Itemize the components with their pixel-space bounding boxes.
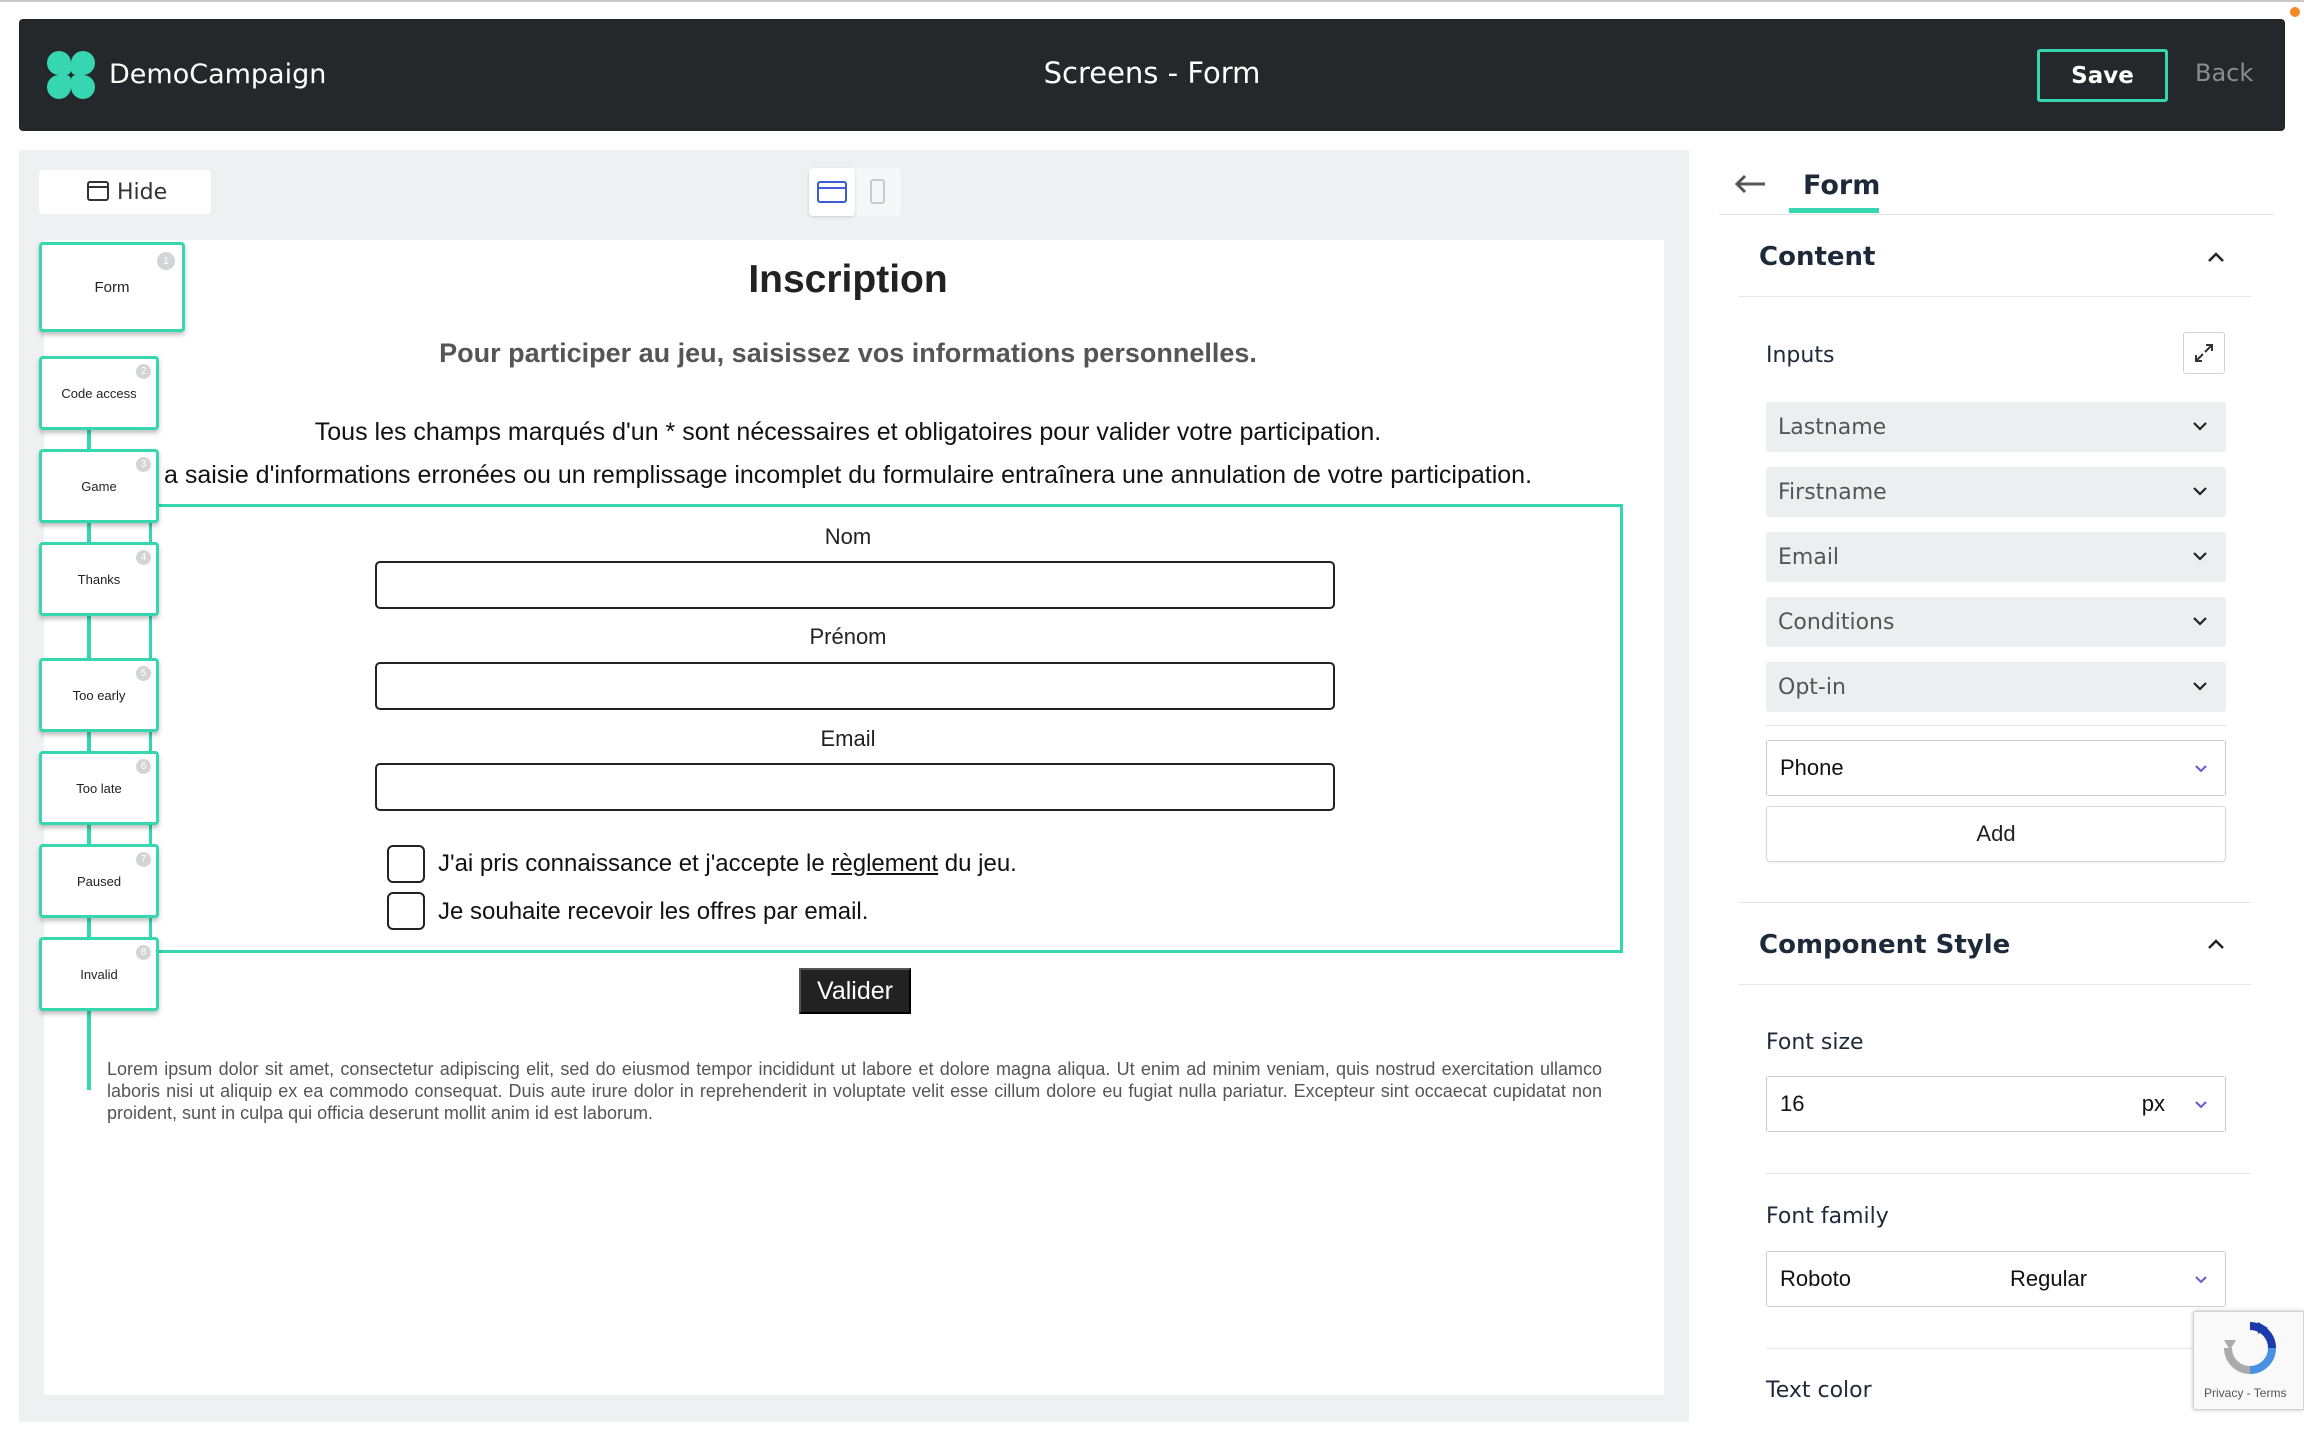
save-button[interactable]: Save xyxy=(2037,49,2168,102)
component-style-section-title[interactable]: Component Style xyxy=(1759,930,2011,960)
legal-text: Lorem ipsum dolor sit amet, consectetur adipiscing elit, sed do eiusmod tempor incididunt ut labore et dolore magna aliqua. Ut enim ad minim veniam, quis nostrud exercitation ullamco laboris nisi ut aliquip ex ea commodo consequat. Duis aute irure dolor in reprehenderit in voluptate velit esse cillum dolore eu fugiat nulla pariatur. Excepteur sint occaecat cupidatat non proident, sunt in culpa qui officia deserunt mollit anim id est laborum. xyxy=(107,1059,1602,1123)
section-divider xyxy=(1766,1348,2251,1349)
select-value: Phone xyxy=(1780,755,1844,780)
screen-number-badge: 7 xyxy=(136,852,151,867)
editor-area xyxy=(19,150,1689,1422)
terms-checkbox-label xyxy=(438,850,1017,878)
terms-text-before: J'ai pris connaissance et j'accepte le xyxy=(438,850,832,877)
form-notice-line-1: Tous les champs marqués d'un * sont nécessaires et obligatoires pour valider votre participation. xyxy=(314,418,1382,446)
section-divider xyxy=(1739,984,2251,985)
field-label-email: Email xyxy=(820,726,876,751)
active-tab-indicator xyxy=(1789,208,1879,213)
notification-dot xyxy=(2290,7,2300,17)
font-size-unit: px xyxy=(2141,1091,2165,1116)
optin-checkbox[interactable] xyxy=(387,892,425,930)
mobile-icon xyxy=(855,168,901,216)
font-family-value: Roboto xyxy=(1780,1266,1851,1291)
font-size-value: 16 xyxy=(1780,1091,1805,1116)
expand-inputs-button[interactable] xyxy=(2183,332,2225,374)
screen-label: Form xyxy=(94,278,130,296)
screen-card-too-early[interactable] xyxy=(39,658,159,732)
page-title: Screens - Form xyxy=(1043,56,1261,90)
desktop-view-button[interactable] xyxy=(809,168,855,216)
optin-checkbox-label: Je souhaite recevoir les offres par email. xyxy=(438,898,869,925)
screen-number-badge: 5 xyxy=(136,666,151,681)
screen-label: Too early xyxy=(72,687,126,703)
form-heading: Inscription xyxy=(748,258,948,301)
input-item-email[interactable] xyxy=(1766,532,2226,582)
rules-link[interactable]: règlement xyxy=(831,850,939,877)
new-input-type-select[interactable] xyxy=(1766,740,2226,796)
inputs-label: Inputs xyxy=(1766,343,1835,368)
section-divider xyxy=(1739,902,2251,903)
submit-button[interactable]: Valider xyxy=(799,968,911,1014)
chevron-down-icon xyxy=(2193,763,2209,775)
screen-card-too-late[interactable] xyxy=(39,751,159,825)
terms-text-after: du jeu. xyxy=(938,850,1017,877)
chevron-up-icon[interactable] xyxy=(2205,246,2227,268)
font-size-label: Font size xyxy=(1766,1030,1864,1055)
input-item-label: Email xyxy=(1778,544,1840,570)
hide-label: Hide xyxy=(117,179,168,205)
font-family-label: Font family xyxy=(1766,1204,1889,1229)
screen-card-code-access[interactable] xyxy=(39,356,159,430)
screen-number-badge: 3 xyxy=(136,457,151,472)
form-notice-line-2: a saisie d'informations erronées ou un remplissage incomplet du formulaire entraînera une annulation de votre participation. xyxy=(163,461,1533,489)
chevron-down-icon xyxy=(2193,1099,2209,1111)
back-button[interactable]: Back xyxy=(2195,59,2254,87)
content-section-title[interactable]: Content xyxy=(1759,242,1876,272)
screen-label: Thanks xyxy=(77,571,121,587)
input-item-firstname[interactable] xyxy=(1766,467,2226,517)
expand-icon xyxy=(2184,333,2224,373)
input-item-conditions[interactable] xyxy=(1766,597,2226,647)
screen-label: Paused xyxy=(76,873,122,889)
screen-number-badge: 4 xyxy=(136,550,151,565)
screen-card-game[interactable] xyxy=(39,449,159,523)
input-item-lastname[interactable] xyxy=(1766,402,2226,452)
field-label-nom: Nom xyxy=(824,524,872,549)
device-view-toggle xyxy=(809,168,901,216)
font-variant-value: Regular xyxy=(2010,1266,2088,1291)
terms-checkbox[interactable] xyxy=(387,845,425,883)
section-divider xyxy=(1766,1173,2251,1174)
font-family-select[interactable] xyxy=(1766,1251,2226,1307)
text-color-label: Text color xyxy=(1766,1378,1872,1403)
recaptcha-privacy-terms[interactable]: Privacy - Terms xyxy=(2204,1386,2287,1400)
desktop-icon xyxy=(809,168,855,216)
tab-divider xyxy=(1719,214,2274,215)
screen-label: Too late xyxy=(76,780,122,796)
input-item-label: Firstname xyxy=(1778,479,1887,505)
screen-card-thanks[interactable] xyxy=(39,542,159,616)
screen-number-badge: 2 xyxy=(136,364,151,379)
input-item-label: Conditions xyxy=(1778,609,1895,635)
app-name: DemoCampaign xyxy=(109,59,327,90)
screen-label: Code access xyxy=(61,385,137,401)
properties-panel xyxy=(1719,150,2274,1440)
section-divider xyxy=(1739,296,2251,297)
input-item-optin[interactable] xyxy=(1766,662,2226,712)
screen-label: Game xyxy=(81,478,117,494)
screen-number-badge: 6 xyxy=(136,759,151,774)
form-subheading: Pour participer au jeu, saisissez vos informations personnelles. xyxy=(439,338,1257,368)
font-size-input[interactable] xyxy=(1766,1076,2226,1132)
panel-icon xyxy=(87,181,109,201)
chevron-up-icon[interactable] xyxy=(2205,933,2227,955)
hide-screens-button[interactable] xyxy=(39,170,211,214)
chevron-down-icon xyxy=(2192,550,2208,562)
tab-form[interactable]: Form xyxy=(1803,170,1881,201)
screen-card-invalid[interactable] xyxy=(39,937,159,1011)
field-label-prenom: Prénom xyxy=(809,624,887,649)
window-top-border xyxy=(0,0,2304,2)
screen-number-badge: 1 xyxy=(157,252,175,270)
nom-input[interactable] xyxy=(375,561,1335,609)
chevron-down-icon xyxy=(2192,680,2208,692)
input-item-label: Opt-in xyxy=(1778,674,1846,700)
email-input[interactable] xyxy=(375,763,1335,811)
chevron-down-icon xyxy=(2193,1274,2209,1286)
screen-number-badge: 8 xyxy=(136,945,151,960)
screen-card-form[interactable] xyxy=(39,242,185,332)
arrow-left-icon[interactable] xyxy=(1733,172,1767,196)
add-input-button[interactable]: Add xyxy=(1766,806,2226,862)
prenom-input[interactable] xyxy=(375,662,1335,710)
chevron-down-icon xyxy=(2192,615,2208,627)
recaptcha-badge[interactable] xyxy=(2193,1311,2304,1410)
recaptcha-logo-icon xyxy=(2222,1320,2278,1376)
chevron-down-icon xyxy=(2192,485,2208,497)
screen-card-paused[interactable] xyxy=(39,844,159,918)
top-header xyxy=(19,19,2285,131)
mobile-view-button[interactable] xyxy=(855,168,901,216)
inputs-divider xyxy=(1766,725,2226,726)
input-item-label: Lastname xyxy=(1778,414,1887,440)
screen-label: Invalid xyxy=(80,966,118,982)
chevron-down-icon xyxy=(2192,420,2208,432)
